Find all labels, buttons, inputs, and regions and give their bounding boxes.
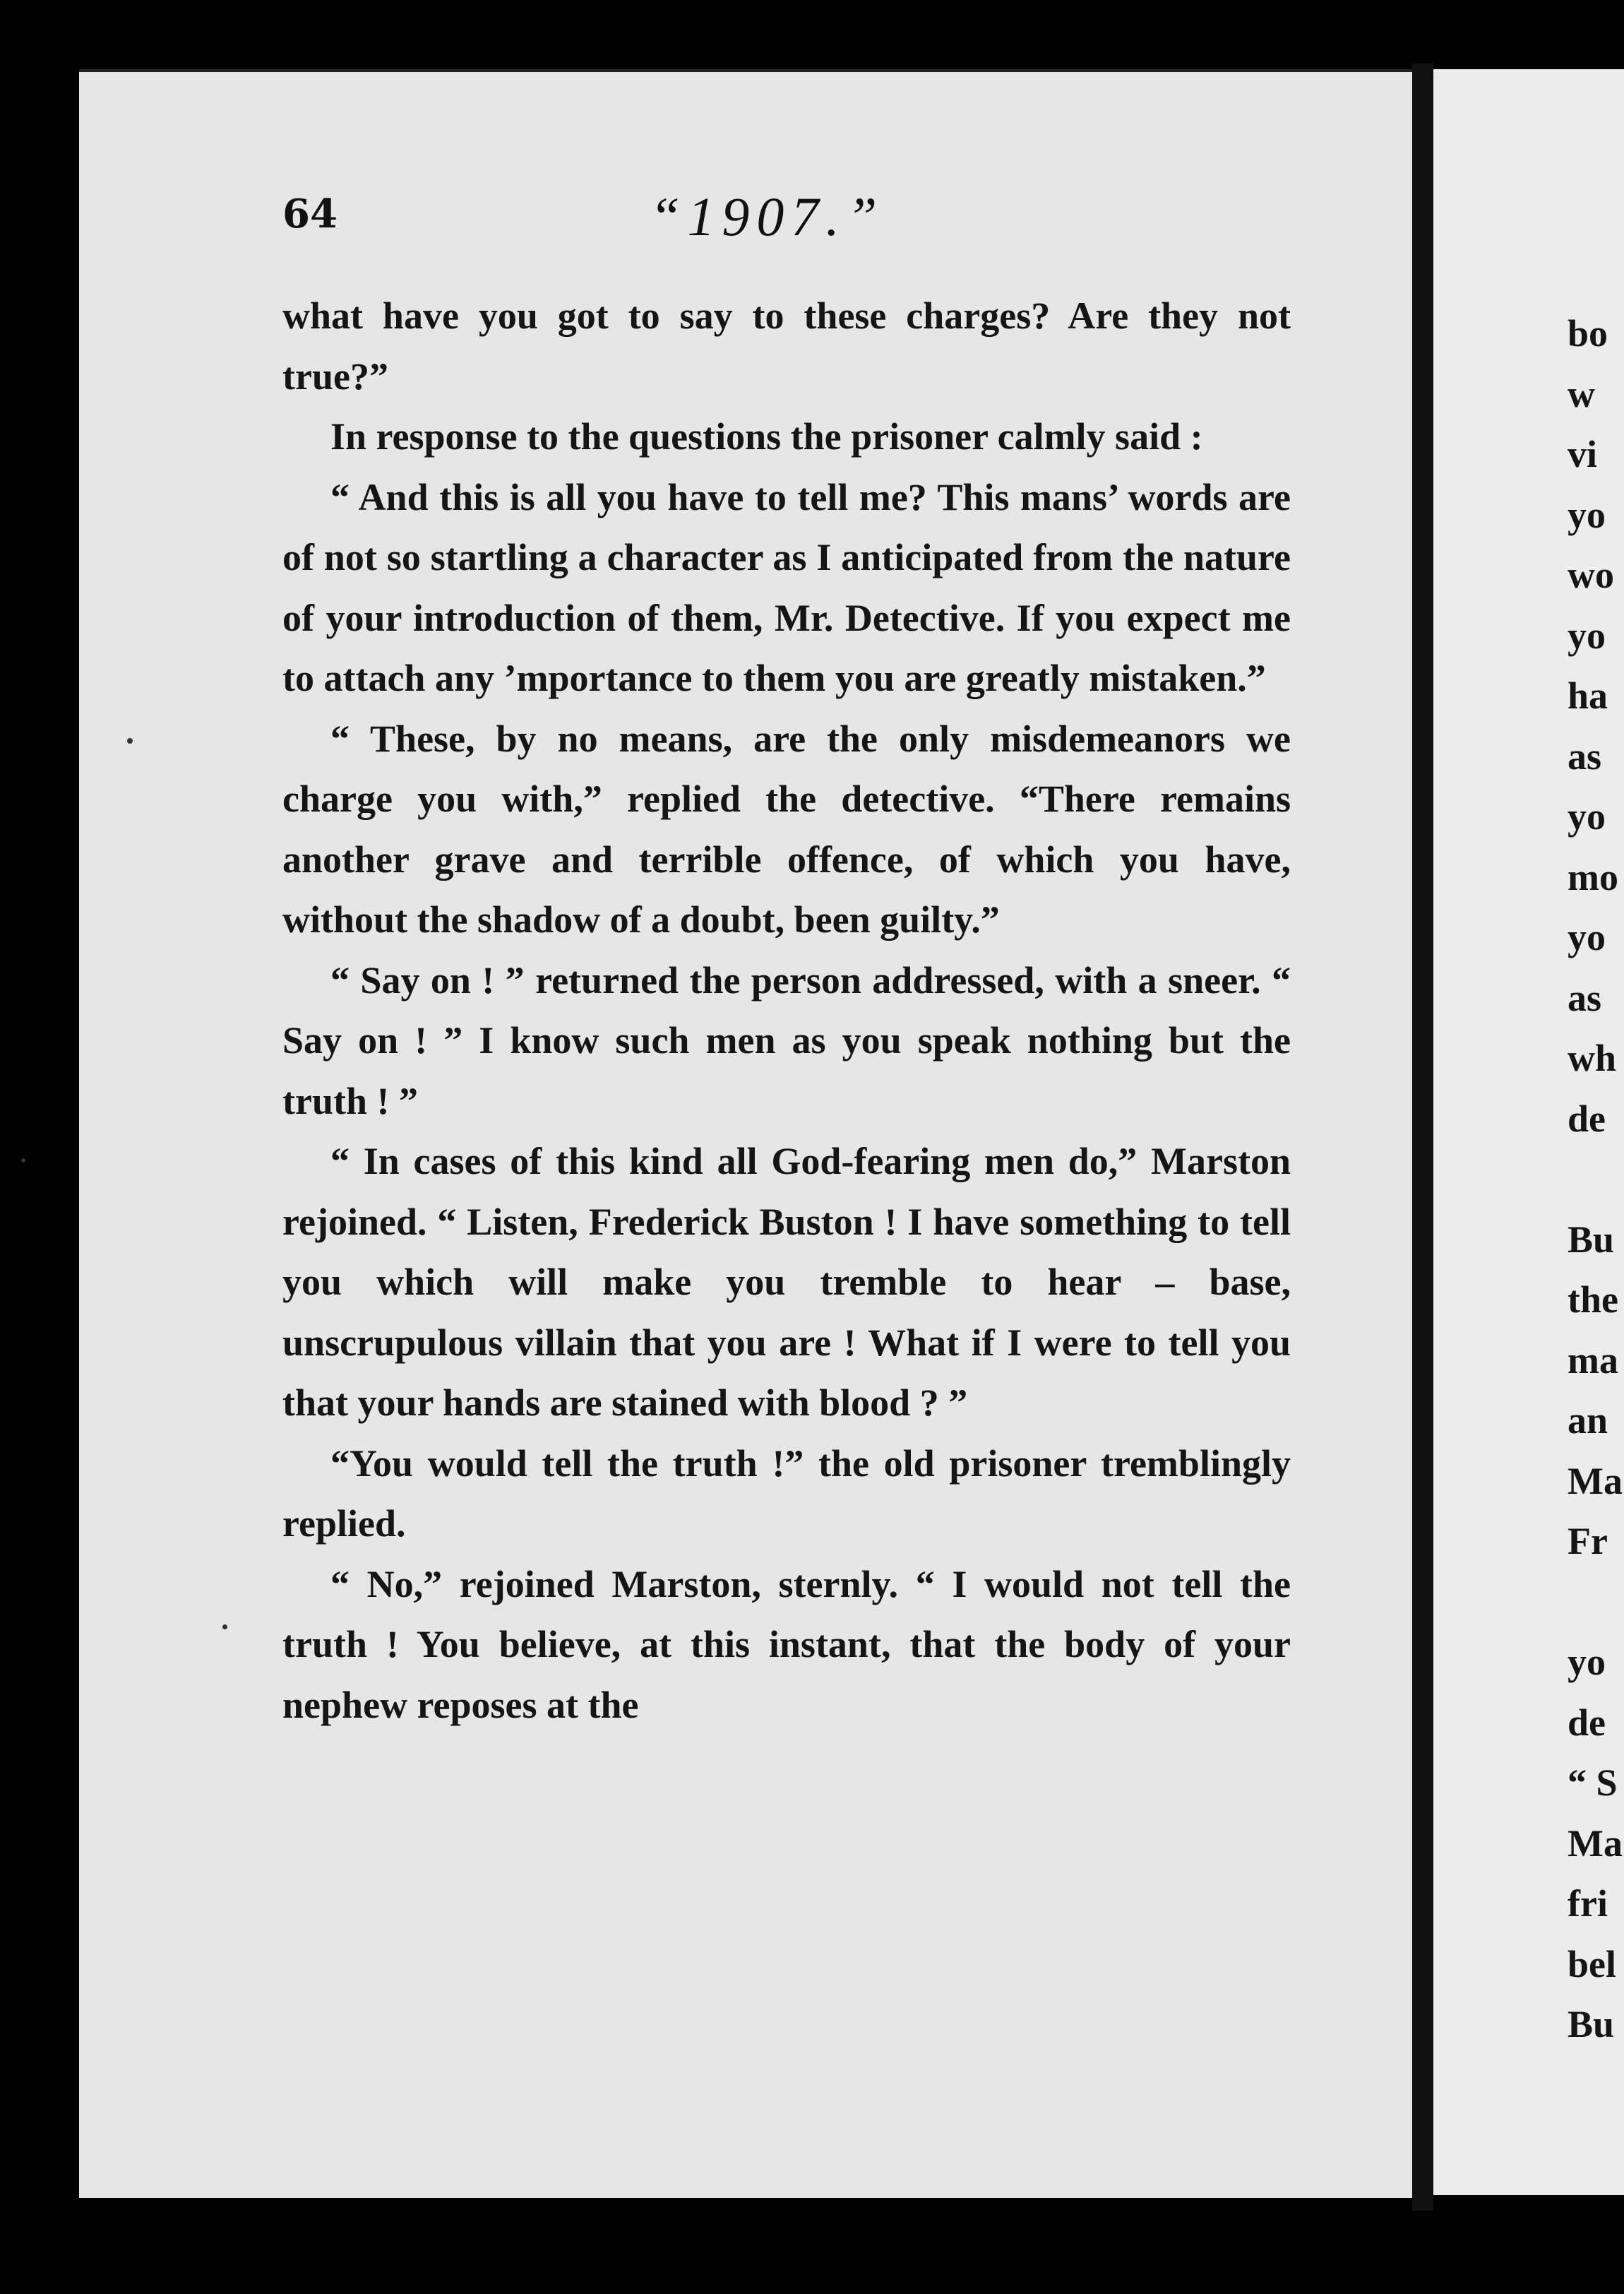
- paragraph: “You would tell the truth !” the old prisoner tremblingly replied.: [282, 1442, 1291, 1545]
- paragraph: “ And this is all you have to tell me? This mans’ words are of not so startling a character as I anticipated from the nature of your introduction of them, Mr. Detective. If you expect me to attach any ’mportance to them you are greatly mistaken.”: [282, 475, 1291, 699]
- right-page-fragment: yo: [1568, 1641, 1606, 1683]
- right-page-fragment: Fr: [1568, 1520, 1608, 1562]
- right-page-fragment: bel: [1568, 1942, 1617, 1985]
- paragraph: “ No,” rejoined Marston, sternly. “ I would not tell the truth ! You believe, at this instant, that the body of your nephew reposes at the: [282, 1562, 1291, 1726]
- right-page-fragment: “ S: [1568, 1761, 1618, 1804]
- paragraph: “ Say on ! ” returned the person addressed, with a sneer. “ Say on ! ” I know such men as you speak nothing but the truth ! ”: [282, 958, 1291, 1122]
- page-number: 64: [282, 191, 338, 237]
- right-page-fragment: Ma: [1568, 1821, 1623, 1865]
- paragraph: what have you got to say to these charges? Are they not true?”: [282, 295, 1291, 398]
- right-page-fragment: wh: [1568, 1037, 1617, 1079]
- right-page-fragment: yo: [1568, 614, 1606, 657]
- paragraph: In response to the questions the prisoner calmly said :: [330, 415, 1203, 458]
- right-page-fragment: bo: [1568, 312, 1608, 355]
- right-page-fragment: Bu: [1568, 1218, 1615, 1261]
- right-page-fragment: yo: [1568, 795, 1606, 838]
- right-page-fragment: as: [1568, 976, 1602, 1019]
- right-page-fragment: mo: [1568, 855, 1618, 898]
- right-page-text-fragments: [1568, 304, 1624, 2055]
- book-gutter: [1412, 64, 1433, 2211]
- right-page-fragment: wo: [1568, 554, 1614, 596]
- paragraph: “ In cases of this kind all God-fearing men do,” Marston rejoined. “ Listen, Frederick Buston ! I have something to tell you which will make you tremble to hear – base, unscrupulous villain that you are ! What if I were to tell you that your hands are stained with blood ? ”: [282, 1140, 1291, 1424]
- right-page-fragment: vi: [1568, 433, 1598, 475]
- right-page-fragment: [1568, 1572, 1624, 1633]
- right-page-fragment: de: [1568, 1097, 1606, 1140]
- right-page-fragment: ha: [1568, 674, 1608, 717]
- right-page-fragment: fri: [1568, 1882, 1608, 1925]
- right-page-fragment: the: [1568, 1278, 1618, 1321]
- body-text: [282, 286, 1291, 1735]
- right-page-fragment: yo: [1568, 916, 1606, 958]
- ink-speck: [127, 738, 133, 744]
- page-header: [282, 186, 1292, 268]
- ink-speck: [222, 1624, 227, 1629]
- right-page-fragment: yo: [1568, 493, 1606, 536]
- ink-speck: [21, 1158, 25, 1163]
- right-page-fragment: de: [1568, 1701, 1606, 1744]
- right-page-fragment: ma: [1568, 1338, 1618, 1381]
- right-page-fragment: Bu: [1568, 2003, 1615, 2045]
- running-title: “1907.”: [650, 186, 885, 247]
- right-page-fragment: w: [1568, 372, 1595, 415]
- right-page-fragment: [1568, 1149, 1624, 1210]
- right-page-fragment: Ma: [1568, 1459, 1623, 1502]
- right-page-fragment: an: [1568, 1399, 1608, 1442]
- right-page-fragment: as: [1568, 735, 1602, 778]
- paragraph: “ These, by no means, are the only misdemeanors we charge you with,” replied the detective. “There remains another grave and terrible offence, of which you have, without the shadow of a doubt, been guilty.”: [282, 717, 1291, 941]
